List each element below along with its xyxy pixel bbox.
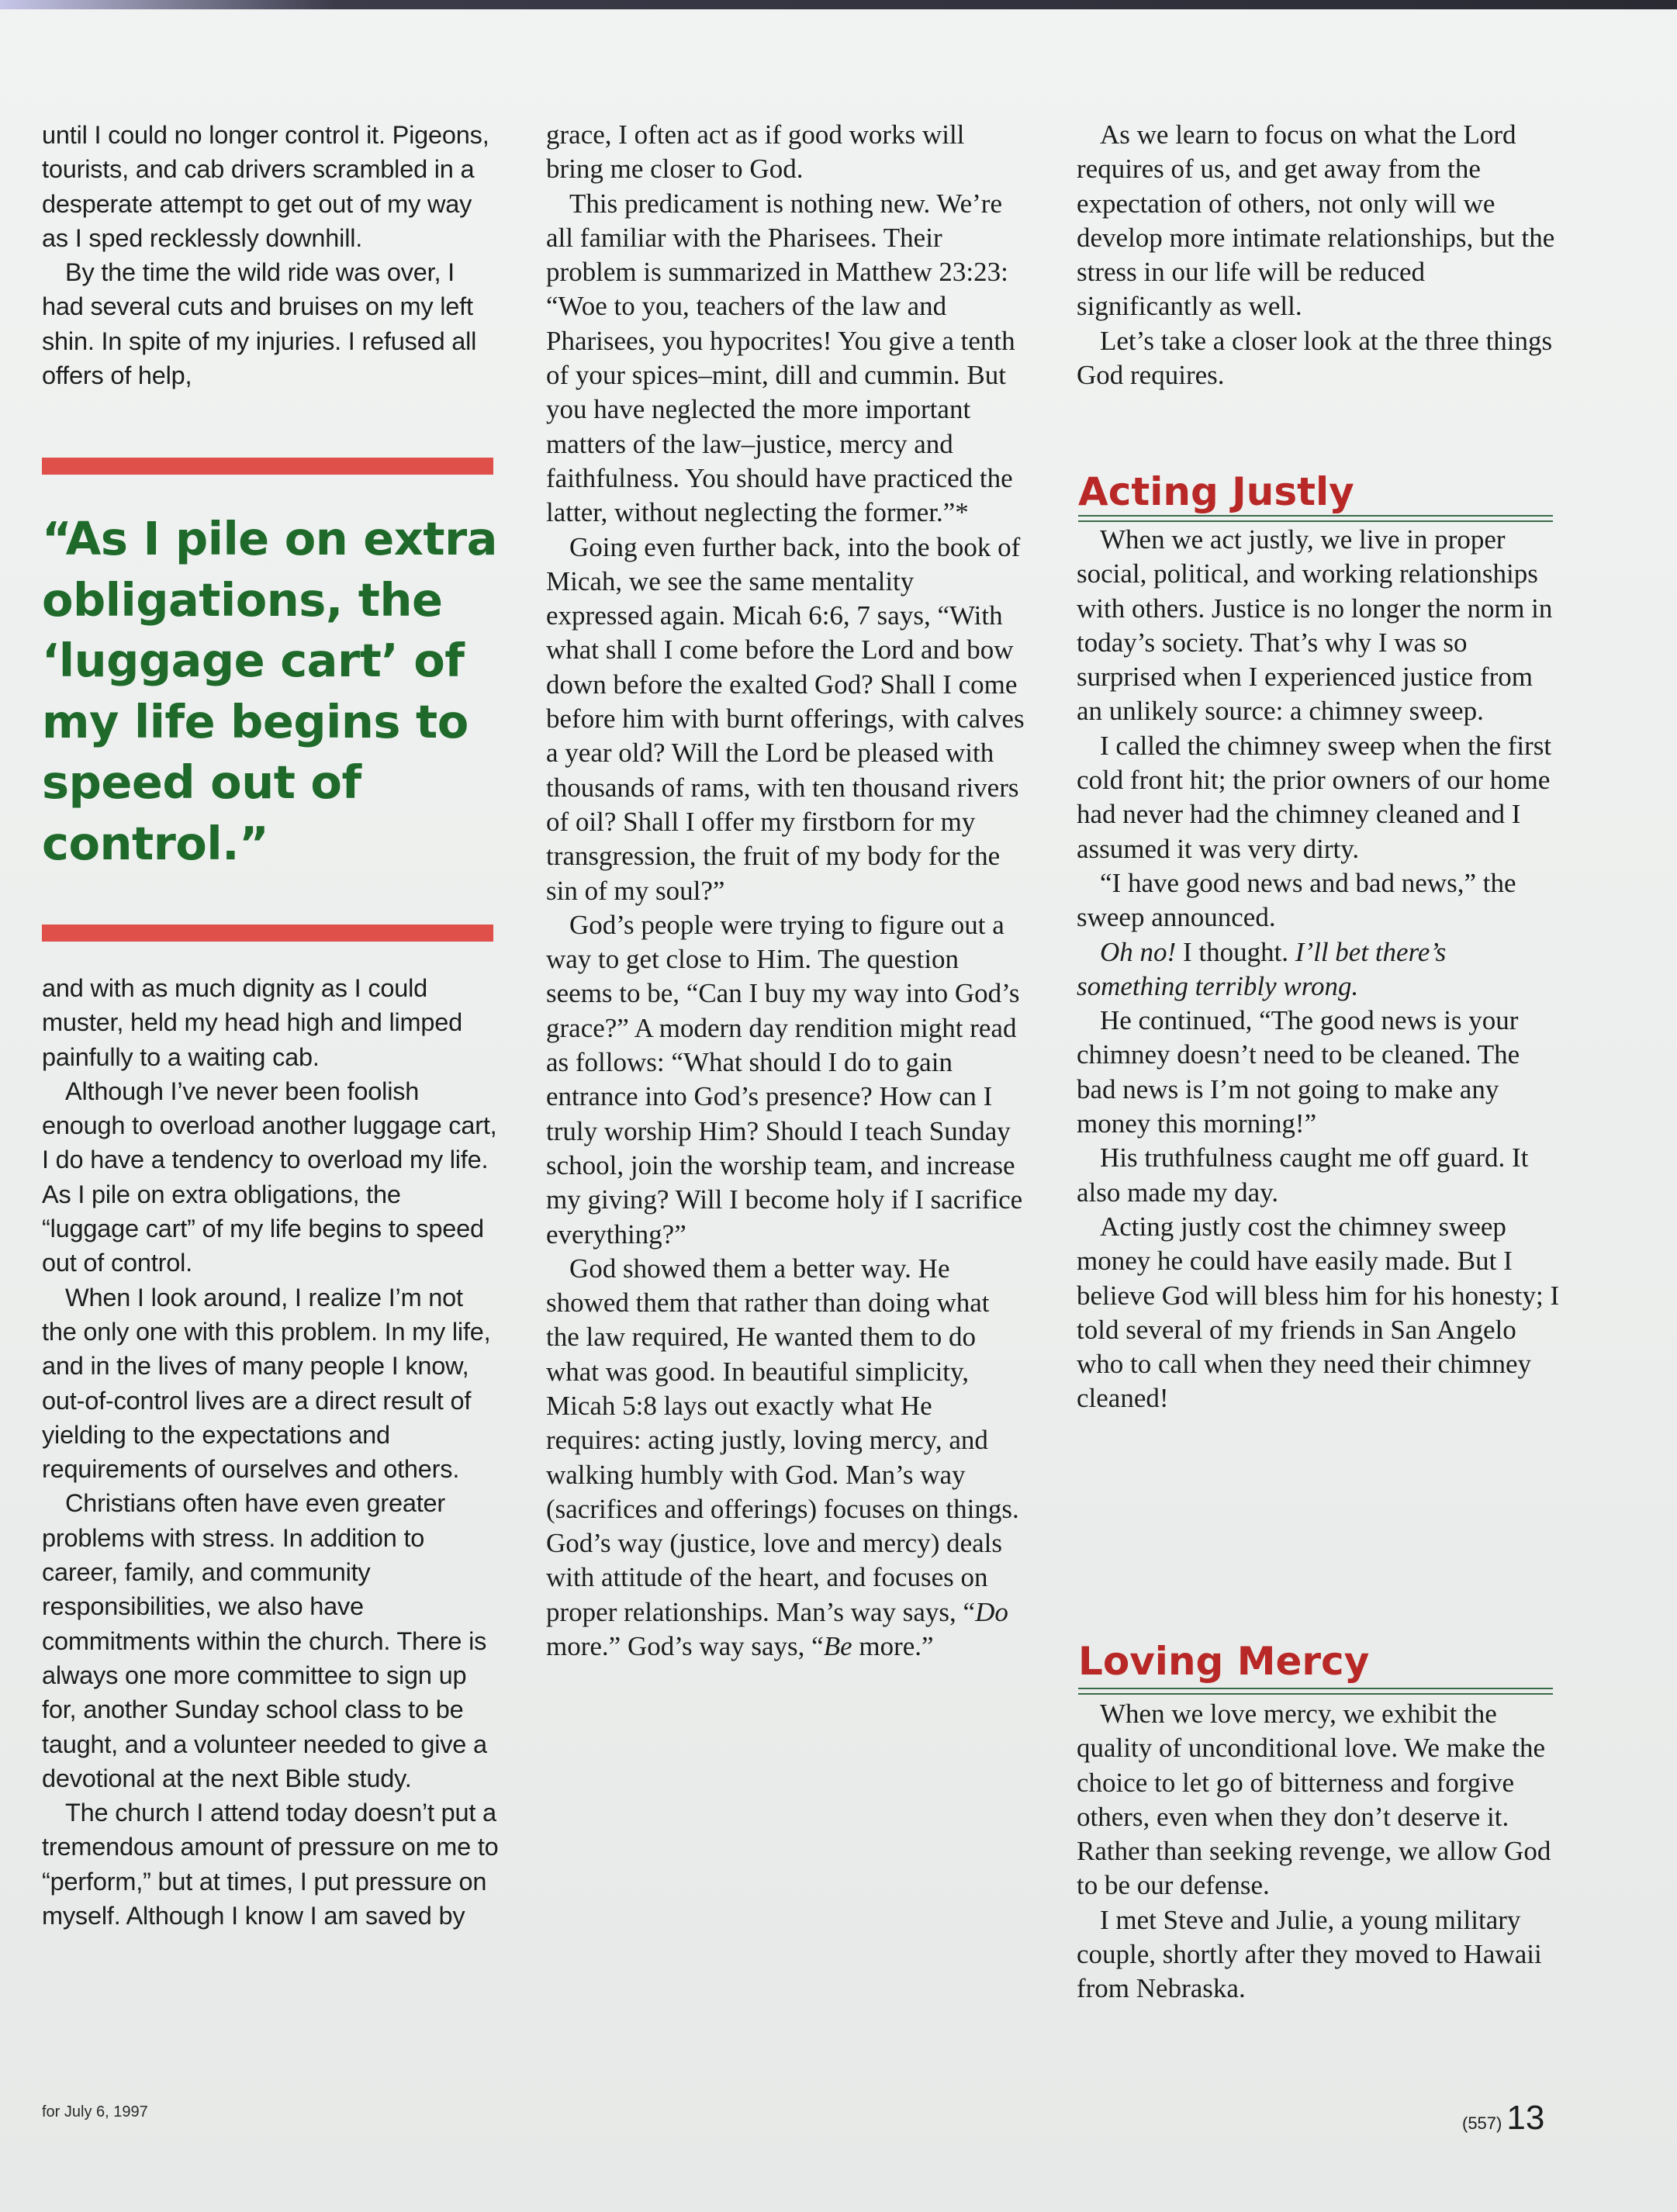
paragraph: Let’s take a closer look at the three things God requires. (1077, 325, 1553, 391)
paragraph: and with as much dignity as I could muster, held my head high and limped painfully to a waiting cab. (42, 974, 463, 1071)
column-2 (546, 118, 1027, 1664)
paragraph: When we act justly, we live in proper social, political, and working relationships with others. Justice is no longer the norm in today’s society. That’s why I was so surprised when I experienced justice from an unlikely source: a chimney sweep. (1077, 524, 1553, 727)
text-run: more.” God’s way says, “ (546, 1631, 824, 1662)
paragraph: When I look around, I realize I’m not the only one with this problem. In my life, and in the lives of many people I know, out-of-control lives are a direct result of yielding to the expectations and requirements of ourselves and others. (42, 1283, 491, 1484)
column-3-section-1 (1077, 523, 1561, 1416)
emphasis: I’ll bet there’s something terribly wrong. (1077, 936, 1447, 1001)
section-heading-loving-mercy: Loving Mercy (1078, 1639, 1370, 1684)
page-number: 13 (1506, 2099, 1545, 2137)
paragraph: Acting justly cost the chimney sweep money he could have easily made. But I believe God will bless him for his honesty; I told several of my friends in San Angelo who to call when they need their chimney cleaned! (1077, 1211, 1560, 1414)
paragraph (1077, 935, 1561, 1004)
paragraph: Going even further back, into the book of Micah, we see the same mentality expressed again. Micah 6:6, 7 says, “With what shall I come before the Lord and bow down before the exalted God? Shall I come before him with burnt offerings, with calves a year old? Will the Lord be pleased with thousands of rams, with ten thousand rivers of oil? Shall I offer my firstborn for my transgression, the fruit of my body for the sin of my soul?” (546, 531, 1025, 906)
paragraph: This predicament is nothing new. We’re all familiar with the Pharisees. Their problem is summarized in Matthew 23:23: “Woe to you, teachers of the law and Pharisees, you hypocrites! You give a tenth of your spices–mint, dill and cummin. But you have neglected the more important matters of the law–justice, mercy and faithfulness. You should have practiced the latter, without neglecting the former.”* (546, 188, 1015, 528)
page-top-edge (0, 0, 1677, 9)
column-3-section-2 (1077, 1697, 1561, 2006)
footer-date: for July 6, 1997 (42, 2103, 148, 2120)
emphasis: Do (975, 1596, 1008, 1627)
page-code: (557) (1462, 2113, 1502, 2133)
paragraph: I met Steve and Julie, a young military couple, shortly after they moved to Hawaii from Nebraska. (1077, 1904, 1542, 2004)
text-run: more.” (852, 1631, 934, 1662)
paragraph: The church I attend today doesn’t put a tremendous amount of pressure on me to “perform,” but at times, I put pressure on myself. Although I know I am saved by (42, 1799, 499, 1930)
paragraph: He continued, “The good news is your chimney doesn’t need to be cleaned. The bad news is I’m not going to make any money this morning!” (1077, 1005, 1520, 1139)
paragraph: By the time the wild ride was over, I had several cuts and bruises on my left shin. In spite of my injuries. I refused all offers of help, (42, 258, 477, 390)
page-number-block (1462, 2099, 1544, 2138)
column-1 (42, 118, 500, 1930)
paragraph: God’s people were trying to figure out a way to get close to Him. The question seems to be, “Can I buy my way into God’s grace?” A modern day rendition might read as follows: “What should I do to gain entrance into God’s presence? How can I truly worship Him? Should I teach Sunday school, join the worship team, and increase my giving? Will I become holy if I sacrifice everything?” (546, 909, 1023, 1249)
paragraph: until I could no longer control it. Pigeons, tourists, and cab drivers scrambled in a desperate attempt to get out of my way as I sped recklessly downhill. (42, 121, 489, 252)
paragraph: grace, I often act as if good works will bring me closer to God. (546, 119, 965, 185)
paragraph: “I have good news and bad news,” the sweep announced. (1077, 867, 1516, 933)
paragraph: His truthfulness caught me off guard. It also made my day. (1077, 1142, 1529, 1208)
paragraph: I called the chimney sweep when the first cold front hit; the prior owners of our home had never had the chimney cleaned and I assumed it was very dirty. (1077, 730, 1552, 864)
emphasis: Oh no! (1100, 936, 1177, 967)
column-1-continued (42, 971, 500, 1933)
column-3 (1077, 118, 1561, 392)
pullquote: “As I pile on extra obligations, the ‘luggage cart’ of my life begins to speed out of control.” (42, 512, 497, 870)
paragraph: When we love mercy, we exhibit the quality of unconditional love. We make the choice to let go of bitterness and forgive others, even when they don’t deserve it. Rather than seeking revenge, we allow God to be our defense. (1077, 1699, 1551, 1901)
emphasis: Be (823, 1631, 852, 1662)
pullquote-top-rule (42, 458, 493, 475)
section-heading-acting-justly: Acting Justly (1078, 469, 1354, 514)
text-run: I thought. (1176, 936, 1295, 967)
text-run: God showed them a better way. He showed them that rather than doing what the law required, He wanted them to do what was good. In beautiful simplicity, Micah 5:8 lays out exactly what He requires: acting justly, loving mercy, and walking humbly with God. Man’s way (sacrifices and offerings) focuses on things. God’s way (justice, love and mercy) deals with attitude of the heart, and focuses on proper relationships. Man’s way says, “ (546, 1253, 1019, 1627)
paragraph: Christians often have even greater problems with stress. In addition to career, family, and community responsibilities, we also have commitments within the church. There is always one more committee to sign up for, another Sunday school class to be taught, and a volunteer needed to give a devotional at the next Bible study. (42, 1489, 487, 1792)
paragraph: As we learn to focus on what the Lord requires of us, and get away from the expectation of others, not only will we develop more intimate relationships, but the stress in our life will be reduced significantly as well. (1077, 119, 1555, 322)
pullquote-bottom-rule (42, 925, 493, 942)
section-heading-rule (1078, 1688, 1553, 1695)
section-heading-rule (1078, 515, 1553, 522)
paragraph (546, 1252, 1027, 1664)
paragraph: Although I’ve never been foolish enough to overload another luggage cart, I do have a tendency to overload my life. As I pile on extra obligations, the “luggage cart” of my life begins to speed out of control. (42, 1077, 497, 1277)
